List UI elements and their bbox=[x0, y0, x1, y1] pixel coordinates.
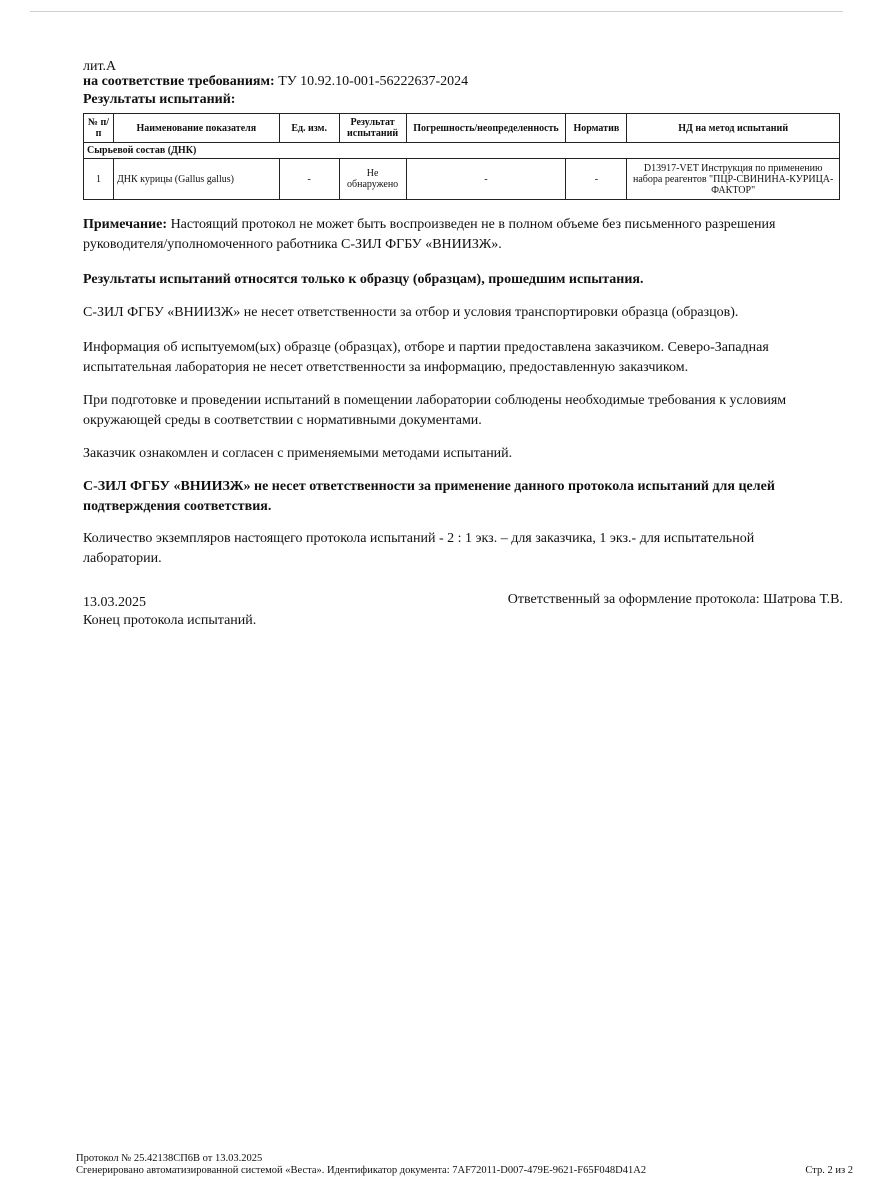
customer-info-paragraph: Информация об испытуемом(ых) образце (образцах), отборе и партии предоставлена заказчиком. Северо-Западная испытательная лаборатория не несет ответственности за информацию, предоставленную заказчиком. bbox=[83, 340, 769, 375]
cell-norm: - bbox=[566, 159, 627, 200]
end-of-protocol: Конец протокола испытаний. bbox=[83, 613, 257, 628]
col-name-header: Наименование показателя bbox=[113, 114, 279, 143]
building-letter: лит.А bbox=[83, 59, 117, 74]
responsible-person: Ответственный за оформление протокола: Шатрова Т.В. bbox=[507, 592, 843, 607]
table-group-row bbox=[84, 143, 840, 159]
page-number: Стр. 2 из 2 bbox=[805, 1165, 853, 1176]
cell-result: Не обнаружено bbox=[339, 159, 406, 200]
col-norm-header: Норматив bbox=[566, 114, 627, 143]
footer-generated-id: Сгенерировано автоматизированной системой «Веста». Идентификатор документа: 7AF72011-D007-479E-9621-F65F048D41A2 bbox=[76, 1165, 647, 1176]
note-paragraph bbox=[83, 215, 828, 255]
cell-error: - bbox=[406, 159, 566, 200]
cell-unit: - bbox=[279, 159, 339, 200]
col-unit-header: Ед. изм. bbox=[279, 114, 339, 143]
results-title: Результаты испытаний: bbox=[83, 92, 236, 107]
group-label: Сырьевой состав (ДНК) bbox=[84, 143, 840, 159]
cell-num: 1 bbox=[84, 159, 114, 200]
sampling-responsibility-paragraph: С-ЗИЛ ФГБУ «ВНИИЗЖ» не несет ответственности за отбор и условия транспортировки образца (образцов). bbox=[83, 305, 739, 320]
compliance-value: ТУ 10.92.10-001-56222637-2024 bbox=[278, 74, 469, 89]
col-result-header: Результат испытаний bbox=[339, 114, 406, 143]
copies-paragraph: Количество экземпляров настоящего протокола испытаний - 2 : 1 экз. – для заказчика, 1 экз.- для испытательной лаборатории. bbox=[83, 531, 755, 566]
customer-agreement-paragraph: Заказчик ознакомлен и согласен с применяемыми методами испытаний. bbox=[83, 446, 513, 461]
table-row bbox=[84, 159, 840, 200]
note-label: Примечание: bbox=[83, 217, 168, 232]
table-header-row bbox=[84, 114, 840, 143]
compliance-label: на соответствие требованиям: bbox=[83, 74, 275, 89]
preparation-paragraph: При подготовке и проведении испытаний в помещении лаборатории соблюдены необходимые требования к условиям окружающей среды в соответствии с нормативными документами. bbox=[83, 393, 787, 428]
protocol-date: 13.03.2025 bbox=[83, 595, 146, 610]
cell-name: ДНК курицы (Gallus gallus) bbox=[113, 159, 279, 200]
only-results-paragraph: Результаты испытаний относятся только к образцу (образцам), прошедшим испытания. bbox=[83, 272, 644, 287]
col-error-header: Погрешность/неопределенность bbox=[406, 114, 566, 143]
compliance-line bbox=[83, 73, 843, 91]
results-table bbox=[83, 113, 840, 200]
col-method-header: НД на метод испытаний bbox=[627, 114, 840, 143]
footer-protocol-number: Протокол № 25.42138СП6В от 13.03.2025 bbox=[76, 1153, 263, 1164]
col-num-header: № п/п bbox=[84, 114, 114, 143]
cell-method: D13917-VET Инструкция по применению набора реагентов "ПЦР-СВИНИНА-КУРИЦА-ФАКТОР" bbox=[627, 159, 840, 200]
scan-edge-line bbox=[30, 11, 843, 12]
certification-disclaimer-paragraph: С-ЗИЛ ФГБУ «ВНИИЗЖ» не несет ответственности за применение данного протокола испытаний для целей подтверждения соответствия. bbox=[83, 479, 775, 514]
note-text: Настоящий протокол не может быть воспроизведен не в полном объеме без письменного разрешения руководителя/уполномоченного работника С-ЗИЛ ФГБУ «ВНИИЗЖ». bbox=[83, 217, 776, 252]
